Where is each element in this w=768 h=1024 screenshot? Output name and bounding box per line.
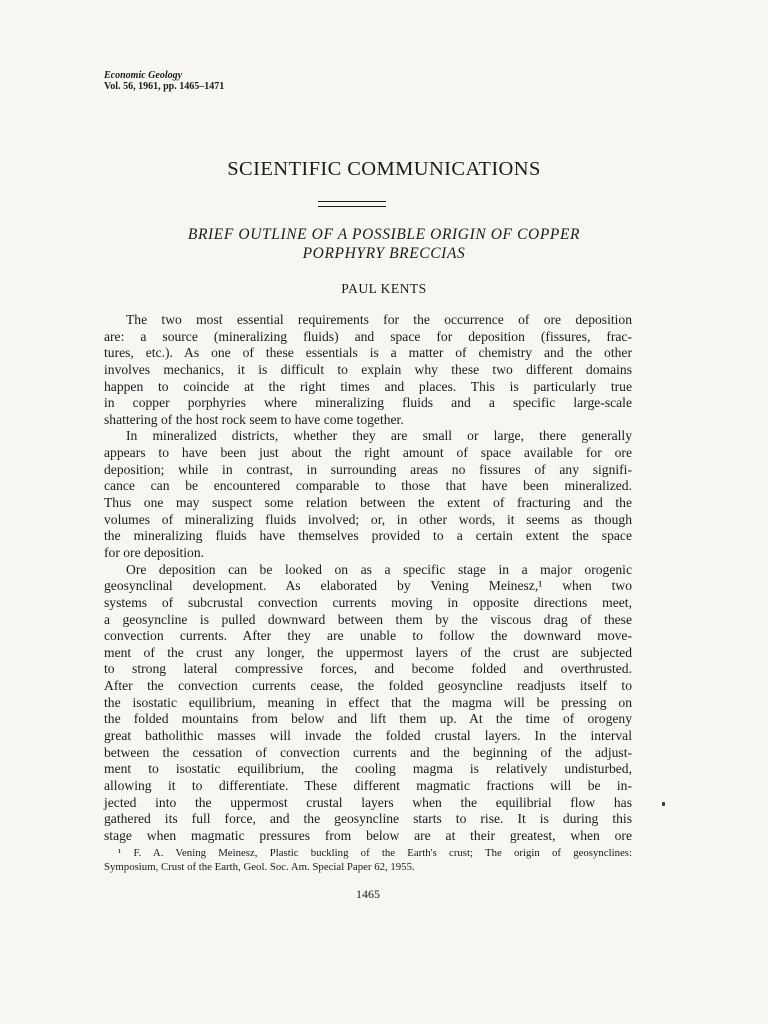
- page-number: 1465: [356, 887, 380, 901]
- body-line: systems of subcrustal convection currents moving in opposite directions meet,: [104, 594, 632, 610]
- article-title-line: BRIEF OUTLINE OF A POSSIBLE ORIGIN OF COPPER: [187, 226, 581, 243]
- body-line: cance can be encountered comparable to those that have been mineralized.: [104, 478, 632, 494]
- body-line: are: a source (mineralizing fluids) and space for deposition (fissures, frac-: [104, 328, 632, 344]
- footnote-line: Symposium, Crust of the Earth, Geol. Soc. Am. Special Paper 62, 1955.: [104, 861, 415, 873]
- body-line: allowing it to differentiate. These different magmatic fractions will be in-: [104, 777, 632, 793]
- double-rule-divider: [318, 201, 386, 207]
- article-title: [104, 225, 664, 263]
- body-line: tures, etc.). As one of these essentials is a matter of chemistry and the other: [104, 345, 632, 361]
- body-line: deposition; while in contrast, in surrounding areas no fissures of any signifi-: [104, 461, 632, 477]
- article-title-line: PORPHYRY BRECCIAS: [302, 245, 466, 262]
- body-line: appears to have been just about the right amount of space available for ore: [104, 445, 632, 461]
- body-line: ment to isostatic equilibrium, the cooling magma is relatively undisturbed,: [104, 761, 632, 777]
- body-line: jected into the uppermost crustal layers when the equilibrial flow has: [104, 794, 632, 810]
- body-line: between the cessation of convection currents and the beginning of the adjust-: [104, 744, 632, 760]
- author-name: PAUL KENTS: [341, 281, 427, 296]
- body-line: Thus one may suspect some relation between the extent of fracturing and the: [104, 495, 632, 511]
- body-line: The two most essential requirements for the occurrence of ore deposition: [126, 312, 632, 327]
- body-line: in copper porphyries where mineralizing fluids and a specific large-scale: [104, 395, 632, 411]
- journal-name: Economic Geology: [104, 70, 183, 81]
- body-line: happen to coincide at the right times and places. This is particularly true: [104, 378, 632, 394]
- body-line: ment of the crust any longer, the uppermost layers of the crust are subjected: [104, 644, 632, 660]
- body-line: to strong lateral compressive forces, and become folded and overthrusted.: [104, 661, 632, 677]
- scan-mark: [662, 802, 665, 806]
- body-line: a geosyncline is pulled downward between them by the viscous drag of these: [104, 611, 632, 627]
- section-title: SCIENTIFIC COMMUNICATIONS: [227, 158, 541, 180]
- body-line: volumes of mineralizing fluids involved; or, in other words, it seems as though: [104, 511, 632, 527]
- footnote: [104, 846, 632, 874]
- body-line: geosynclinal development. As elaborated by Vening Meinesz,¹ when two: [104, 578, 632, 594]
- footnote-line: ¹ F. A. Vening Meinesz, Plastic buckling of the Earth's crust; The origin of geosynclines:: [118, 847, 632, 859]
- body-line: stage when magmatic pressures from below are at their greatest, when ore: [104, 827, 632, 843]
- body-line: for ore deposition.: [104, 544, 205, 560]
- body-line: shattering of the host rock seem to have come together.: [104, 411, 404, 427]
- body-line: the mineralizing fluids have themselves provided to a certain extent the space: [104, 528, 632, 544]
- body-line: the folded mountains from below and lift them up. At the time of orogeny: [104, 711, 632, 727]
- article-body: [104, 312, 632, 845]
- body-line: the isostatic equilibrium, meaning in effect that the magma will be pressing on: [104, 694, 632, 710]
- body-line: convection currents. After they are unable to follow the downward move-: [104, 628, 632, 644]
- volume-line: Vol. 56, 1961, pp. 1465–1471: [104, 81, 225, 92]
- journal-citation: [104, 70, 224, 92]
- body-line: In mineralized districts, whether they are small or large, there generally: [126, 428, 632, 444]
- body-line: Ore deposition can be looked on as a specific stage in a major orogenic: [126, 561, 632, 577]
- body-line: gathered its full force, and the geosyncline starts to rise. It is during this: [104, 811, 632, 827]
- body-line: After the convection currents cease, the folded geosyncline readjusts itself to: [104, 678, 632, 694]
- body-line: great batholithic masses will invade the folded crustal layers. In the interval: [104, 728, 632, 744]
- body-line: involves mechanics, it is difficult to explain why these two different domains: [104, 361, 632, 377]
